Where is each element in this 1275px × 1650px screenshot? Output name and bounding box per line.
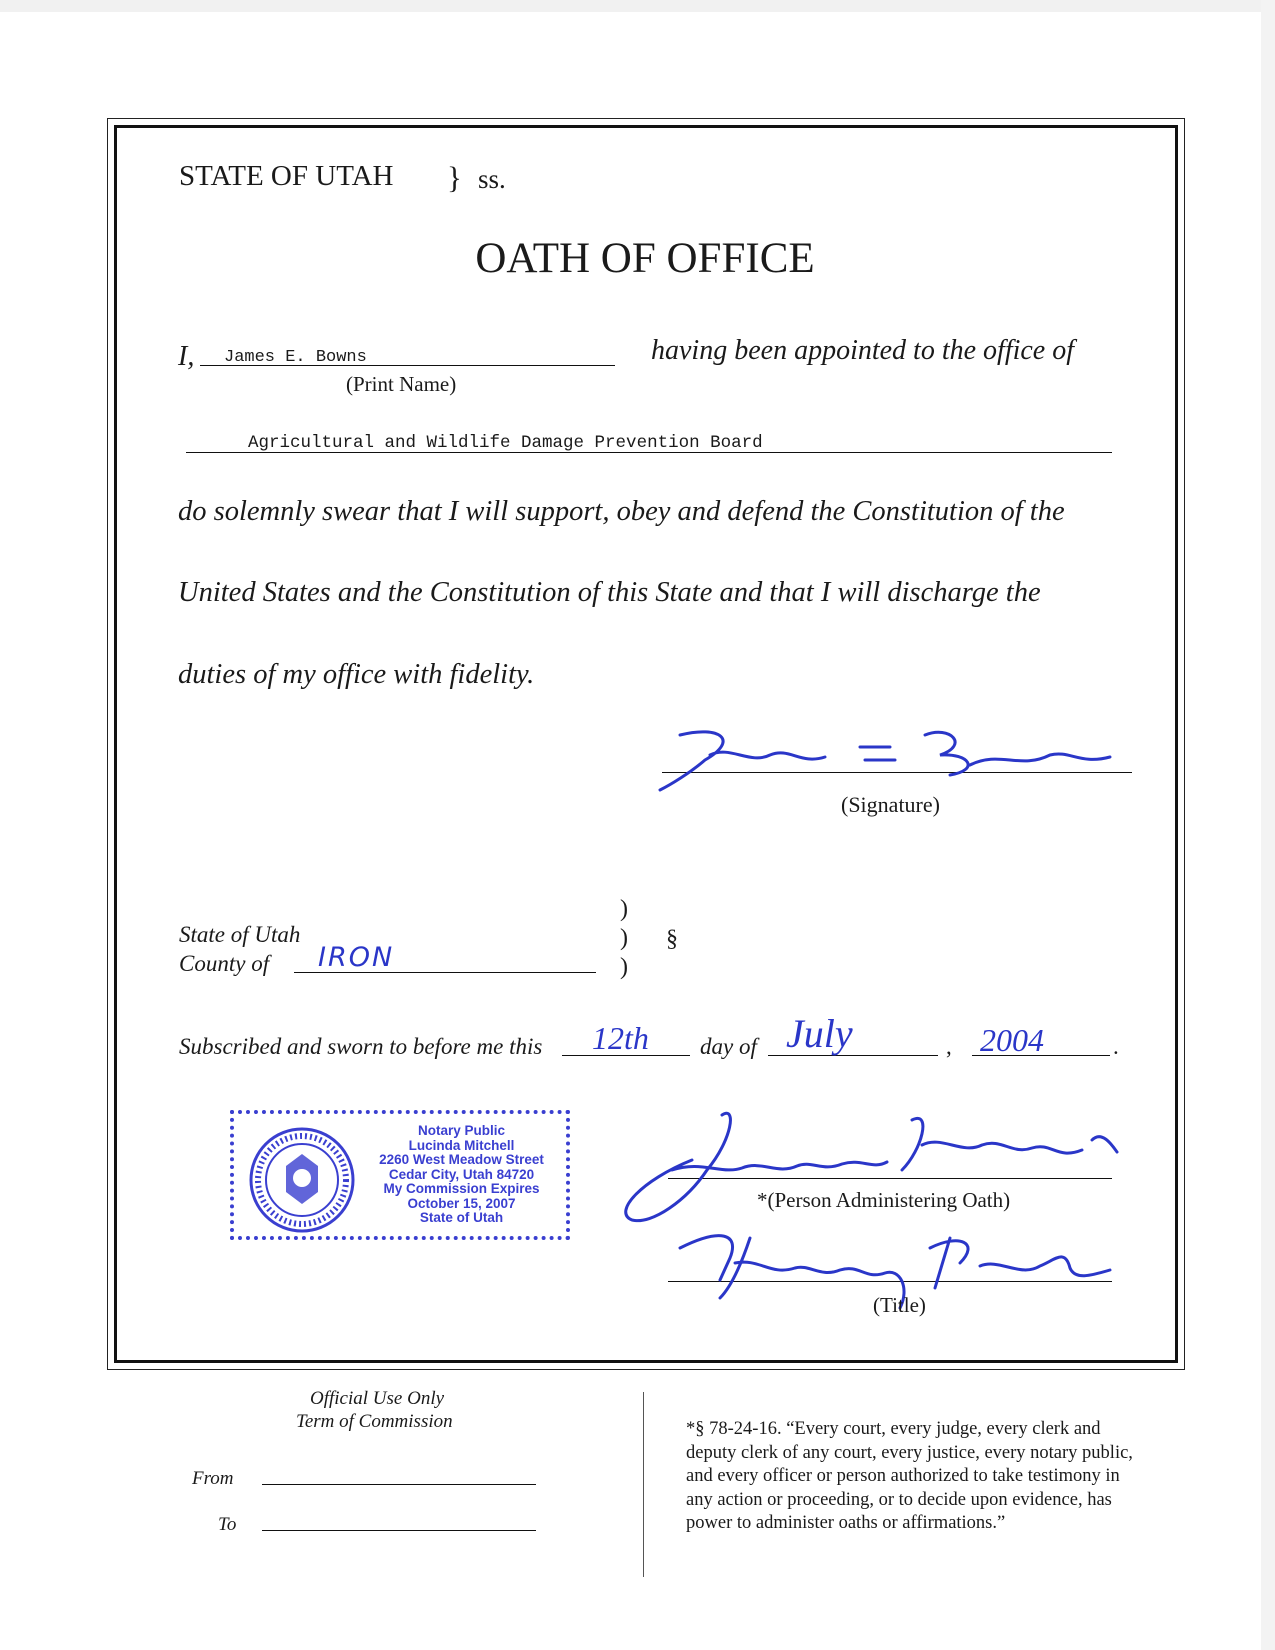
state-seal-icon	[248, 1126, 356, 1234]
venue-paren-3: )	[620, 954, 628, 980]
footnote-line-3: and every officer or person authorized to take testimony in	[686, 1466, 1120, 1486]
stamp-line-7: State of Utah	[419, 1210, 504, 1225]
venue-paren-1: )	[620, 896, 628, 922]
print-name-label: (Print Name)	[346, 372, 457, 396]
footer-divider	[643, 1392, 644, 1577]
year-period: .	[1113, 1034, 1119, 1059]
day-value: 12th	[592, 1020, 649, 1056]
from-label: From	[192, 1468, 234, 1489]
office-name: Agricultural and Wildlife Damage Prevention Board	[248, 433, 763, 453]
oath-prefix: I,	[178, 341, 195, 372]
to-underline	[262, 1530, 536, 1531]
notary-stamp	[230, 1110, 570, 1240]
stamp-line-2: Lucinda Mitchell	[408, 1137, 515, 1153]
state-heading: STATE OF UTAH	[179, 160, 394, 192]
appointed-text: having been appointed to the office of	[651, 335, 1075, 366]
statute-footnote	[686, 1418, 1133, 1536]
oath-line-2: United States and the Constitution of this State and that I will discharge the	[178, 577, 1041, 608]
section-symbol: §	[666, 926, 678, 952]
stamp-line-3: 2260 West Meadow Street	[379, 1152, 544, 1167]
year-value: 2004	[980, 1022, 1044, 1058]
subscribed-text: Subscribed and sworn to before me this	[179, 1034, 543, 1059]
footnote-line-4: any action or proceeding, or to decide upon evidence, has	[686, 1489, 1112, 1510]
county-value: IRON	[318, 942, 395, 973]
administrator-label: *(Person Administering Oath)	[757, 1188, 1011, 1212]
to-label: To	[218, 1514, 237, 1535]
stamp-line-6: October 15, 2007	[407, 1195, 516, 1211]
appointee-name: James E. Bowns	[224, 348, 367, 367]
venue-state: State of Utah	[179, 922, 301, 947]
scan-top-edge	[0, 0, 1275, 12]
office-underline	[186, 452, 1112, 453]
stamp-line-5: My Commission Expires	[383, 1181, 540, 1196]
day-of-text: day of	[700, 1034, 757, 1059]
venue-county-label: County of	[179, 951, 270, 976]
stamp-line-4: Cedar City, Utah 84720	[388, 1166, 535, 1182]
month-value: July	[786, 1011, 853, 1056]
page-title: OATH OF OFFICE	[475, 235, 815, 282]
from-underline	[262, 1484, 536, 1485]
official-use-heading: Official Use Only	[310, 1388, 445, 1409]
footnote-line-5: power to administer oaths or affirmations.”	[686, 1513, 1006, 1533]
term-of-commission-heading: Term of Commission	[296, 1411, 453, 1432]
title-label: (Title)	[873, 1293, 926, 1317]
footnote-line-1: *§ 78-24-16. “Every court, every judge, every clerk and	[686, 1419, 1101, 1439]
signature-label: (Signature)	[841, 792, 940, 817]
venue-paren-2: )	[620, 925, 628, 951]
oath-line-3: duties of my office with fidelity.	[178, 659, 535, 690]
oath-line-1: do solemnly swear that I will support, obey and defend the Constitution of the	[178, 496, 1065, 527]
year-comma: ,	[946, 1034, 952, 1059]
footnote-line-2: deputy clerk of any court, every justice, every notary public,	[686, 1442, 1133, 1463]
ss-label: ss.	[478, 164, 506, 194]
stamp-line-1: Notary Public	[417, 1123, 506, 1138]
heading-brace: }	[447, 160, 462, 195]
